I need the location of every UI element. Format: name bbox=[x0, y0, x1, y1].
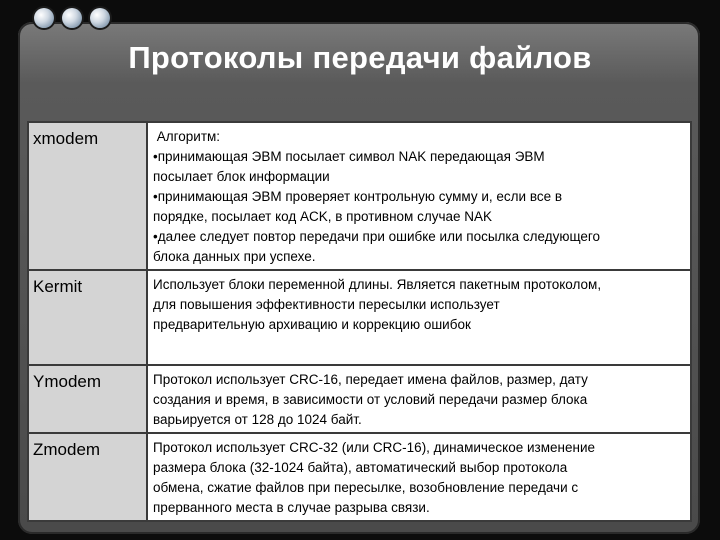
table-row bbox=[28, 433, 691, 521]
protocol-name: Zmodem bbox=[28, 433, 147, 521]
protocol-description bbox=[147, 270, 691, 365]
description-line: для повышения эффективности пересылки использует bbox=[153, 297, 500, 312]
protocol-name: Ymodem bbox=[28, 365, 147, 433]
description-line: Использует блоки переменной длины. Является пакетным протоколом, bbox=[153, 277, 602, 292]
description-line: создания и время, в зависимости от условий передачи размер блока bbox=[153, 392, 588, 407]
description-line: •принимающая ЭВМ проверяет контрольную сумму и, если все в bbox=[153, 189, 563, 204]
table-row bbox=[28, 365, 691, 433]
protocol-description bbox=[147, 122, 691, 270]
protocols-table bbox=[27, 121, 692, 522]
circle-icon bbox=[34, 8, 54, 28]
window-dots bbox=[34, 8, 110, 34]
protocol-name: Kermit bbox=[28, 270, 147, 365]
description-line: прерванного места в случае разрыва связи. bbox=[153, 500, 430, 515]
slide-title: Протоколы передачи файлов bbox=[128, 40, 592, 75]
protocol-description bbox=[147, 433, 691, 521]
description-line: обмена, сжатие файлов при пересылке, возобновление передачи с bbox=[153, 480, 579, 495]
description-line: размера блока (32-1024 байта), автоматический выбор протокола bbox=[153, 460, 568, 475]
description-line: Протокол использует CRC-32 (или CRC-16), динамическое изменение bbox=[153, 440, 595, 455]
description-line: блока данных при успехе. bbox=[153, 249, 316, 264]
protocol-name: xmodem bbox=[28, 122, 147, 270]
description-line: Протокол использует CRC-16, передает имена файлов, размер, дату bbox=[153, 372, 588, 387]
description-line: •принимающая ЭВМ посылает символ NAK передающая ЭВМ bbox=[153, 149, 545, 164]
description-line: предварительную архивацию и коррекцию ошибок bbox=[153, 317, 471, 332]
table-row bbox=[28, 122, 691, 270]
circle-icon bbox=[90, 8, 110, 28]
table-row bbox=[28, 270, 691, 365]
description-line: Алгоритм: bbox=[153, 129, 221, 144]
description-line: варьируется от 128 до 1024 байт. bbox=[153, 412, 362, 427]
description-line: •далее следует повтор передачи при ошибке или посылка следующего bbox=[153, 229, 601, 244]
circle-icon bbox=[62, 8, 82, 28]
protocol-description bbox=[147, 365, 691, 433]
description-line: порядке, посылает код ACK, в противном случае NAK bbox=[153, 209, 493, 224]
description-line: посылает блок информации bbox=[153, 169, 330, 184]
